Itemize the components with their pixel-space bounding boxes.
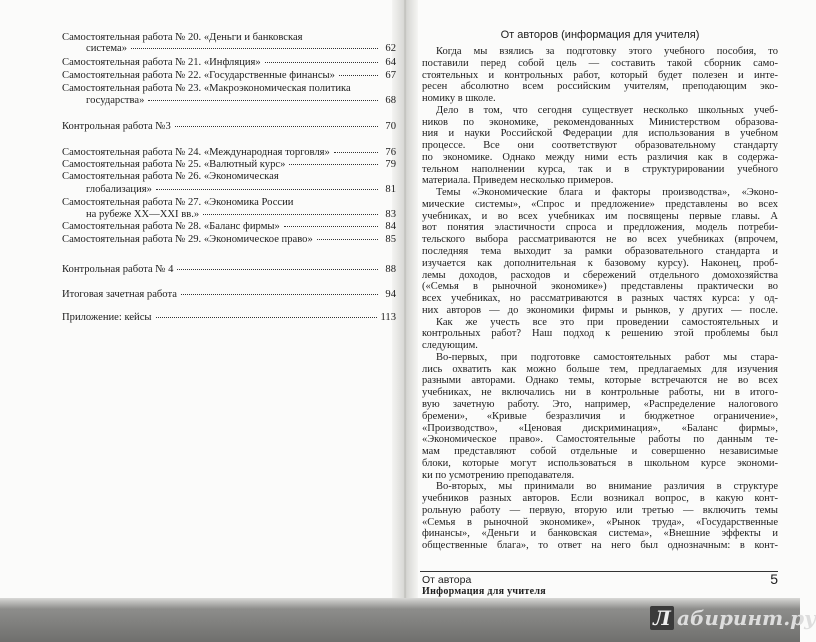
toc-page-number: 68 [385,95,396,106]
toc-entry [62,57,396,69]
text-line: Когда мы взялись за подготовку этого учебного пособия, то [436,46,778,57]
section-title: От авторов (информация для учителя) [500,29,700,41]
dot-leader [175,126,378,127]
text-line: мические системы», «Спрос и предложение» представлены во всех [422,198,778,210]
toc-entry-title: Самостоятельная работа № 24. «Международная торговля» [62,147,330,158]
toc-entry-title: Самостоятельная работа № 26. «Экономическая [62,171,279,182]
text-line: «Экономическое право». Самостоятельные работы по данным те- [422,434,778,446]
text-line: стоятельных и контрольных работ, который будет полезен и инте- [422,69,778,81]
watermark-l-icon: Л [650,606,674,630]
text-line: «Производство», «Ценовая дискриминация», «Баланс фирмы», [422,422,778,434]
toc-page-number: 76 [385,147,396,158]
toc-entry [62,289,396,301]
text-line: следующим. [422,340,478,352]
text-line: ки по усмотрению преподавателя. [422,469,575,481]
dot-leader [156,189,378,190]
dot-leader [334,152,378,153]
toc-page-number: 113 [380,312,396,323]
toc-entry-title: Самостоятельная работа № 21. «Инфляция» [62,57,261,68]
toc-entry-title: система» [86,43,128,54]
toc-entry [62,159,396,171]
page-number: 5 [770,571,778,587]
toc-entry-title: Самостоятельная работа № 23. «Макроэкономическая политика [62,83,351,94]
text-line: Темы «Экономические блага и факторы производства», «Эконо- [436,187,778,199]
toc-entry [62,209,396,221]
text-line: изучается как дополнительная к базовому курсу). Наконец, проб- [422,257,778,269]
toc-entry-title: Контрольная работа № 4 [62,264,174,275]
text-line: Во-первых, при подготовке самостоятельных работ мы стара- [436,351,778,363]
text-line: общественные блага», то ответ на него был однозначным: в конт- [422,540,778,552]
text-line: Как же учесть все это при проведении самостоятельных и [436,316,778,328]
toc-entry [62,184,396,196]
toc-entry-title: Самостоятельная работа № 29. «Экономическое право» [62,234,313,245]
text-line: («Семья в рыночной экономике») представлены практически во [422,281,778,293]
toc-entry-title: Самостоятельная работа № 27. «Экономика России [62,197,294,208]
toc-page-number: 85 [385,234,396,245]
text-line: номику в школе. [422,93,496,105]
toc-entry-title: глобализация» [86,184,152,195]
toc-entry [62,70,396,82]
dot-leader [131,48,378,49]
text-line: контрольных работ? Наш подход к решению этой проблемы был [422,328,778,340]
toc-entry-title: Самостоятельная работа № 22. «Государственные финансы» [62,70,335,81]
toc-entry [62,312,396,324]
dot-leader [289,164,378,165]
text-line: тельского выбора рассматриваются не во всех учебниках (впрочем, [422,234,778,246]
toc-entry [62,171,396,183]
toc-page-number: 94 [385,289,396,300]
running-footer-section: Информация для учителя [422,586,546,597]
toc-entry [62,147,396,159]
text-line: лись охватить как можно больше тем, предлагаемых для изучения [422,363,778,375]
toc-page-number: 67 [385,70,396,81]
text-line: финансы», «Деньги и банковская система», «Внешние эффекты и [422,528,778,540]
toc-entry [62,221,396,233]
text-line: вот понятия эластичности спроса и предложения, модель потреби- [422,222,778,234]
toc-page-number: 88 [385,264,396,275]
text-line: них авторов — до экономики фирмы и рынков, у других — после. [422,304,778,316]
text-line: учебников разных авторов. Если возникал вопрос, в какую конт- [422,493,778,505]
toc-page-number: 81 [385,184,396,195]
text-line: всех учебниках, но рассматриваются в разных частях курса: у од- [422,293,778,305]
running-footer-author: От автора [422,574,472,586]
text-line: процессе. Все они соответствуют образовательному стандарту [422,140,778,152]
text-line: ников по экономике, рекомендованных Министерством образова- [422,116,778,128]
text-line: учебниках, не включались ни в контрольные работы, ни в итого- [422,387,778,399]
dot-leader [156,317,377,318]
text-line: ресен абсолютно всем российским учителям, преподающим эко- [422,81,778,93]
toc-page-number: 79 [385,159,396,170]
text-line: вую зачетную работу. Это, например, «Распределение налогового [422,398,778,410]
toc-entry [62,234,396,246]
watermark-logo: Л абиринт.ру [650,606,816,630]
toc-entry-title: Самостоятельная работа № 28. «Баланс фирмы» [62,221,280,232]
toc-entry-title: Итоговая зачетная работа [62,289,177,300]
dot-leader [265,62,378,63]
footer-divider [420,571,778,572]
toc-entry [62,121,396,133]
text-line: разными авторами. Однако темы, которые встречаются не во всех [422,375,778,387]
text-line: рольную работу — первую, вторую или третью — включить темы [422,504,778,516]
text-line: бремени», «Кривые безразличия и бюджетное ограничение», [422,410,778,422]
text-line: Дело в том, что сегодня существует несколько школьных учеб- [436,104,778,116]
text-line: тельном наполнении курса, так и в структурировании учебного [422,163,778,175]
toc-entry [62,197,396,209]
text-line: материала. Приведем несколько примеров. [422,175,614,187]
toc-entry-title: на рубеже XX—XXI вв.» [86,209,200,220]
toc-entry [62,95,396,107]
text-line: ния и науки Российской Федерации для использования в учебном [422,128,778,140]
text-line: мам представляют собой отдельные и совершенно независимые [422,446,778,458]
text-line: поставили перед собой цель — составить такой сборник само- [422,57,778,69]
toc-page-number: 83 [385,209,396,220]
toc-entry-title: Самостоятельная работа № 25. «Валютный курс» [62,159,286,170]
toc-entry [62,83,396,95]
dot-leader [181,294,378,295]
toc-entry-title: Приложение: кейсы [62,312,152,323]
toc-page-number: 84 [385,221,396,232]
text-line: блоки, которые могут использоваться в школьном курсе экономи- [422,457,778,469]
text-line: учебниках, и во всех учебниках им посвящены первые главы. А [422,210,778,222]
toc-page-number: 70 [385,121,396,132]
dot-leader [148,100,378,101]
dot-leader [203,214,378,215]
toc-entry [62,43,396,55]
text-line: «Семья в рыночной экономике», «Рынок труда», «Государственные [422,516,778,528]
text-line: лемы доходов, расходов и сбережений отдельного домохозяйства [422,269,778,281]
dot-leader [177,269,378,270]
toc-entry-title: Самостоятельная работа № 20. «Деньги и банковская [62,32,303,43]
toc-page-number: 64 [385,57,396,68]
toc-page-number: 62 [385,43,396,54]
dot-leader [339,75,378,76]
body-text [422,46,778,552]
dot-leader [284,226,378,227]
toc-entry [62,264,396,276]
text-line: Во-вторых, мы принимали во внимание различия в структуре [436,481,778,493]
dot-leader [317,239,378,240]
text-line: по экономике. Однако между ними есть различия как в содержа- [422,151,778,163]
text-line: последняя тема выходит за рамки образовательного стандарта и [422,246,778,258]
toc-entry-title: государства» [86,95,145,106]
toc-entry-title: Контрольная работа №3 [62,121,171,132]
